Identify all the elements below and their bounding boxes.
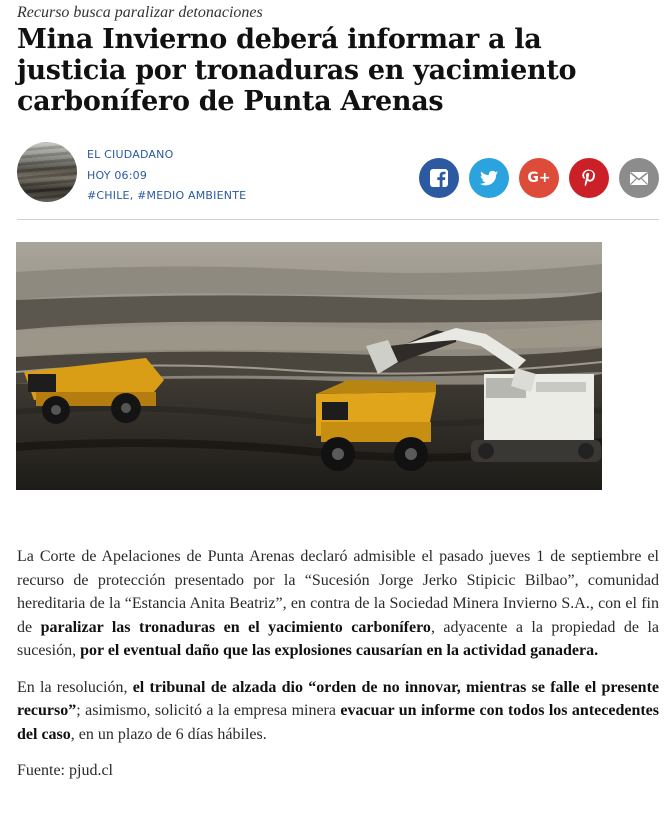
- body-paragraph-2: [17, 676, 659, 747]
- twitter-share-button[interactable]: [469, 158, 509, 198]
- body-text: , adyacente a la propiedad de la sucesión,: [17, 618, 659, 659]
- article-source: Fuente: pjud.cl: [17, 762, 113, 779]
- body-highlight: paralizar las tronaduras en el yacimiento carbonífero: [40, 618, 431, 636]
- body-paragraph-1: [17, 545, 659, 663]
- pinterest-share-button[interactable]: [569, 158, 609, 198]
- body-text: , en un plazo de 6 días hábiles.: [70, 725, 267, 743]
- email-share-button[interactable]: [619, 158, 659, 198]
- article-kicker: Recurso busca paralizar detonaciones: [17, 4, 263, 21]
- facebook-share-button[interactable]: [419, 158, 459, 198]
- header-divider: [17, 219, 659, 220]
- body-text: En la resolución,: [17, 678, 133, 696]
- article-body: [17, 545, 659, 796]
- article-photo: [16, 242, 602, 490]
- author-name[interactable]: EL CIUDADANO: [87, 148, 174, 161]
- article-tags[interactable]: #CHILE, #MEDIO AMBIENTE: [87, 189, 247, 202]
- publish-time: HOY 06:09: [87, 169, 148, 182]
- twitter-icon: [477, 166, 501, 190]
- google-plus-share-button[interactable]: [519, 158, 559, 198]
- facebook-icon: [428, 167, 450, 189]
- body-text: ; asimismo, solicitó a la empresa minera: [76, 702, 341, 719]
- google-plus-icon: G+: [527, 170, 551, 186]
- body-text: La Corte de Apelaciones de Punta Arenas declaró admisible el pasado jueves 1 de septiembre el recurso de protección presentado por la “Sucesión Jorge Jerko Stipicic Bilbao”, comunidad hereditaria de la “Estancia Anita Beatriz”, en contra de la Sociedad Minera Invierno S.A., con el fin de: [17, 548, 659, 636]
- body-highlight: evacuar un informe con todos los antecedentes del caso: [17, 702, 660, 743]
- social-share-bar: [419, 158, 659, 198]
- body-highlight: el tribunal de alzada dio “orden de no innovar, mientras se falle el presente recurso”: [17, 678, 660, 719]
- author-avatar: [17, 142, 77, 202]
- pinterest-icon: [578, 167, 600, 189]
- email-icon: [627, 166, 651, 190]
- article-title: Mina Invierno deberá informar a la justicia por tronaduras en yacimiento carbonífero de Punta Arenas: [17, 24, 577, 117]
- article-meta: [17, 142, 659, 212]
- body-highlight: por el eventual daño que las explosiones causarían en la actividad ganadera.: [80, 642, 599, 659]
